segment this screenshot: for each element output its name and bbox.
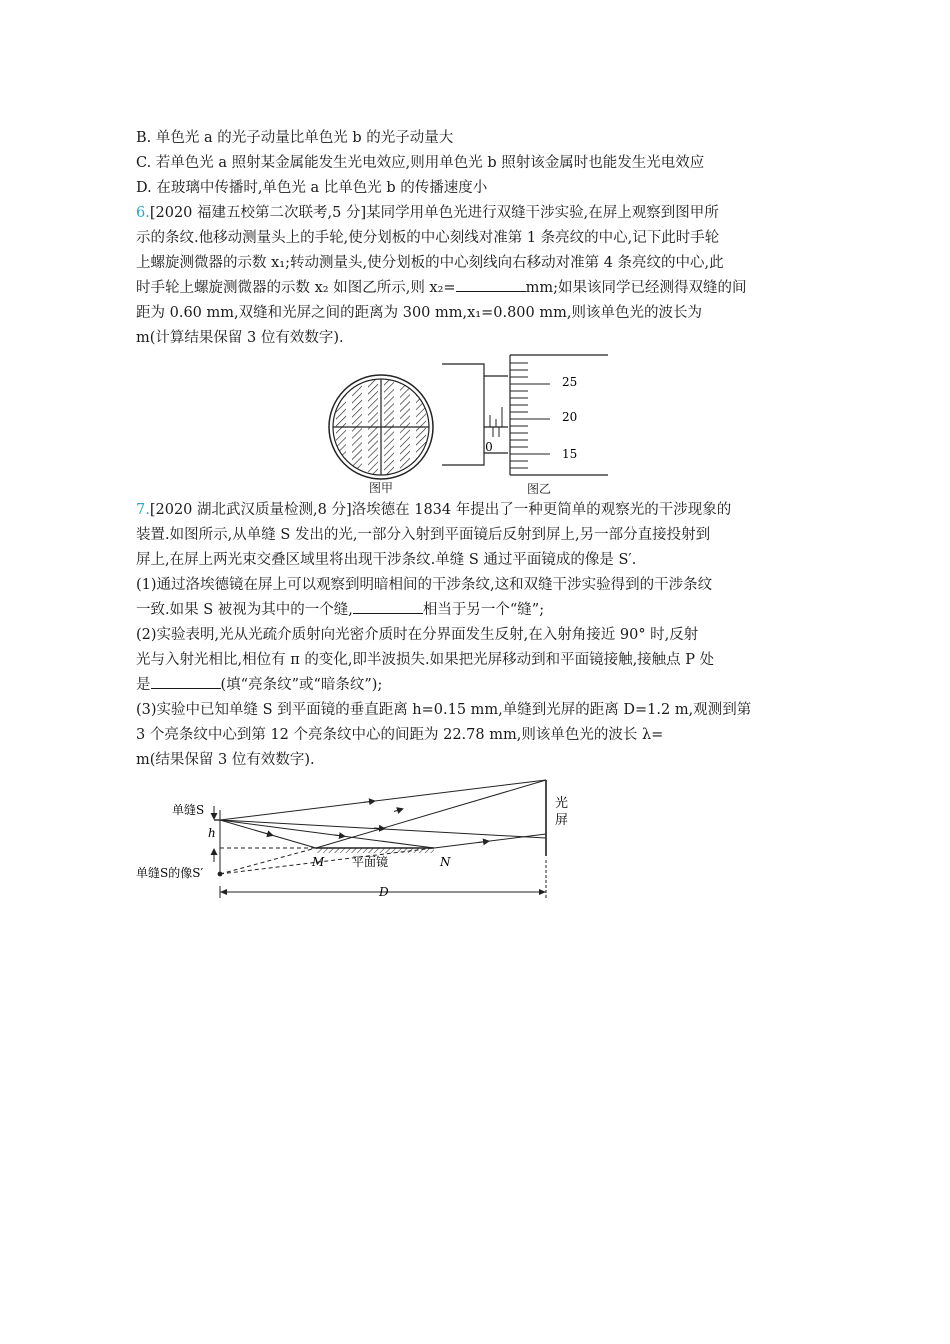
plane-mirror xyxy=(316,848,434,853)
q6-number: 6. xyxy=(136,205,150,221)
q7-part1-line-1: (1)通过洛埃德镜在屏上可以观察到明暗相间的干涉条纹,这和双缝干涉实验得到的干涉条纹 xyxy=(136,577,713,593)
fig-a-caption: 图甲 xyxy=(369,481,394,495)
q7-part3-line-1: (3)实验中已知单缝 S 到平面镜的垂直距离 h=0.15 mm,单缝到光屏的距离 D=1.2 m,观测到第 xyxy=(136,702,752,718)
image-point-s-prime xyxy=(218,872,223,877)
q6-line-5: 距为 0.60 mm,双缝和光屏之间的距离为 300 mm,x₁=0.800 mm,则该单色光的波长为 xyxy=(136,305,702,321)
label-n: N xyxy=(440,855,451,869)
incident-ray xyxy=(220,820,434,848)
label-m: M xyxy=(312,855,325,869)
thimble-label-25: 25 xyxy=(562,375,578,389)
thimble-label-20: 20 xyxy=(562,410,578,424)
q7-part1-line-2: 一致.如果 S 被视为其中的一个缝, 相当于另一个“缝”; xyxy=(136,598,816,622)
q7-line-1: 7.[2020 湖北武汉质量检测,8 分]洛埃德在 1834 年提出了一种更简单的观察光的干涉现象的 xyxy=(136,502,732,518)
image-ray xyxy=(220,848,316,874)
q6-answer-blank-x2[interactable] xyxy=(456,277,526,292)
q7-part2-line-1: (2)实验表明,光从光疏介质射向光密介质时在分界面发生反射,在入射角接近 90° 时,反射 xyxy=(136,627,699,643)
micrometer-figure xyxy=(440,353,610,478)
fringe-figure xyxy=(326,372,436,482)
thimble-label-15: 15 xyxy=(562,447,578,461)
q7-number: 7. xyxy=(136,502,150,518)
q7-part3-line-3: m(结果保留 3 位有效数字). xyxy=(136,752,315,768)
option-c: C. 若单色光 a 照射某金属能发生光电效应,则用单色光 b 照射该金属时也能发生光电效应 xyxy=(136,155,705,171)
q7-answer-blank-2[interactable] xyxy=(151,674,221,689)
q6-line-4: 时手轮上螺旋测微器的示数 x₂ 如图乙所示,则 x₂= mm;如果该同学已经测得双缝的间 xyxy=(136,276,816,300)
label-image: 单缝S的像S′ xyxy=(136,866,204,880)
q6-line-6: m(计算结果保留 3 位有效数字). xyxy=(136,330,344,346)
main-scale-zero: 0 xyxy=(485,440,493,454)
q6-line-2: 示的条纹.他移动测量头上的手轮,使分划板的中心刻线对准第 1 条亮纹的中心,记下此时手轮 xyxy=(136,230,720,246)
lloyd-mirror-figure xyxy=(134,776,594,904)
q7-answer-blank-1[interactable] xyxy=(353,599,423,614)
screen-label-2: 屏 xyxy=(555,813,569,828)
label-h: h xyxy=(208,826,216,840)
q7-part2-line-3: 是 (填“亮条纹”或“暗条纹”); xyxy=(136,673,816,697)
q6-line-1: 6.[2020 福建五校第二次联考,5 分]某同学用单色光进行双缝干涉实验,在屏上观察到图甲所 xyxy=(136,205,719,221)
label-mirror: 平面镜 xyxy=(352,855,389,869)
option-d: D. 在玻璃中传播时,单色光 a 比单色光 b 的传播速度小 xyxy=(136,180,488,196)
fig-b-caption: 图乙 xyxy=(527,482,552,496)
option-b: B. 单色光 a 的光子动量比单色光 b 的光子动量大 xyxy=(136,130,454,146)
q7-line-2: 装置.如图所示,从单缝 S 发出的光,一部分入射到平面镜后反射到屏上,另一部分直接投射到 xyxy=(136,527,711,543)
q7-part2-line-2: 光与入射光相比,相位有 π 的变化,即半波损失.如果把光屏移动到和平面镜接触,接触点 P 处 xyxy=(136,652,715,668)
label-slit: 单缝S xyxy=(172,803,205,817)
direct-ray xyxy=(220,780,546,820)
q7-line-3: 屏上,在屏上两光束交叠区域里将出现干涉条纹.单缝 S 通过平面镜成的像是 S′. xyxy=(136,552,637,568)
reflected-ray xyxy=(316,780,546,848)
reflected-ray xyxy=(434,834,546,848)
screen-label-1: 光 xyxy=(555,796,569,811)
q6-line-3: 上螺旋测微器的示数 x₁;转动测量头,使分划板的中心刻线向右移动对准第 4 条亮纹的中心,此 xyxy=(136,255,724,271)
label-d: D xyxy=(379,885,389,899)
q7-part3-line-2: 3 个亮条纹中心到第 12 个亮条纹中心的间距为 22.78 mm,则该单色光的波长 λ= xyxy=(136,727,664,743)
